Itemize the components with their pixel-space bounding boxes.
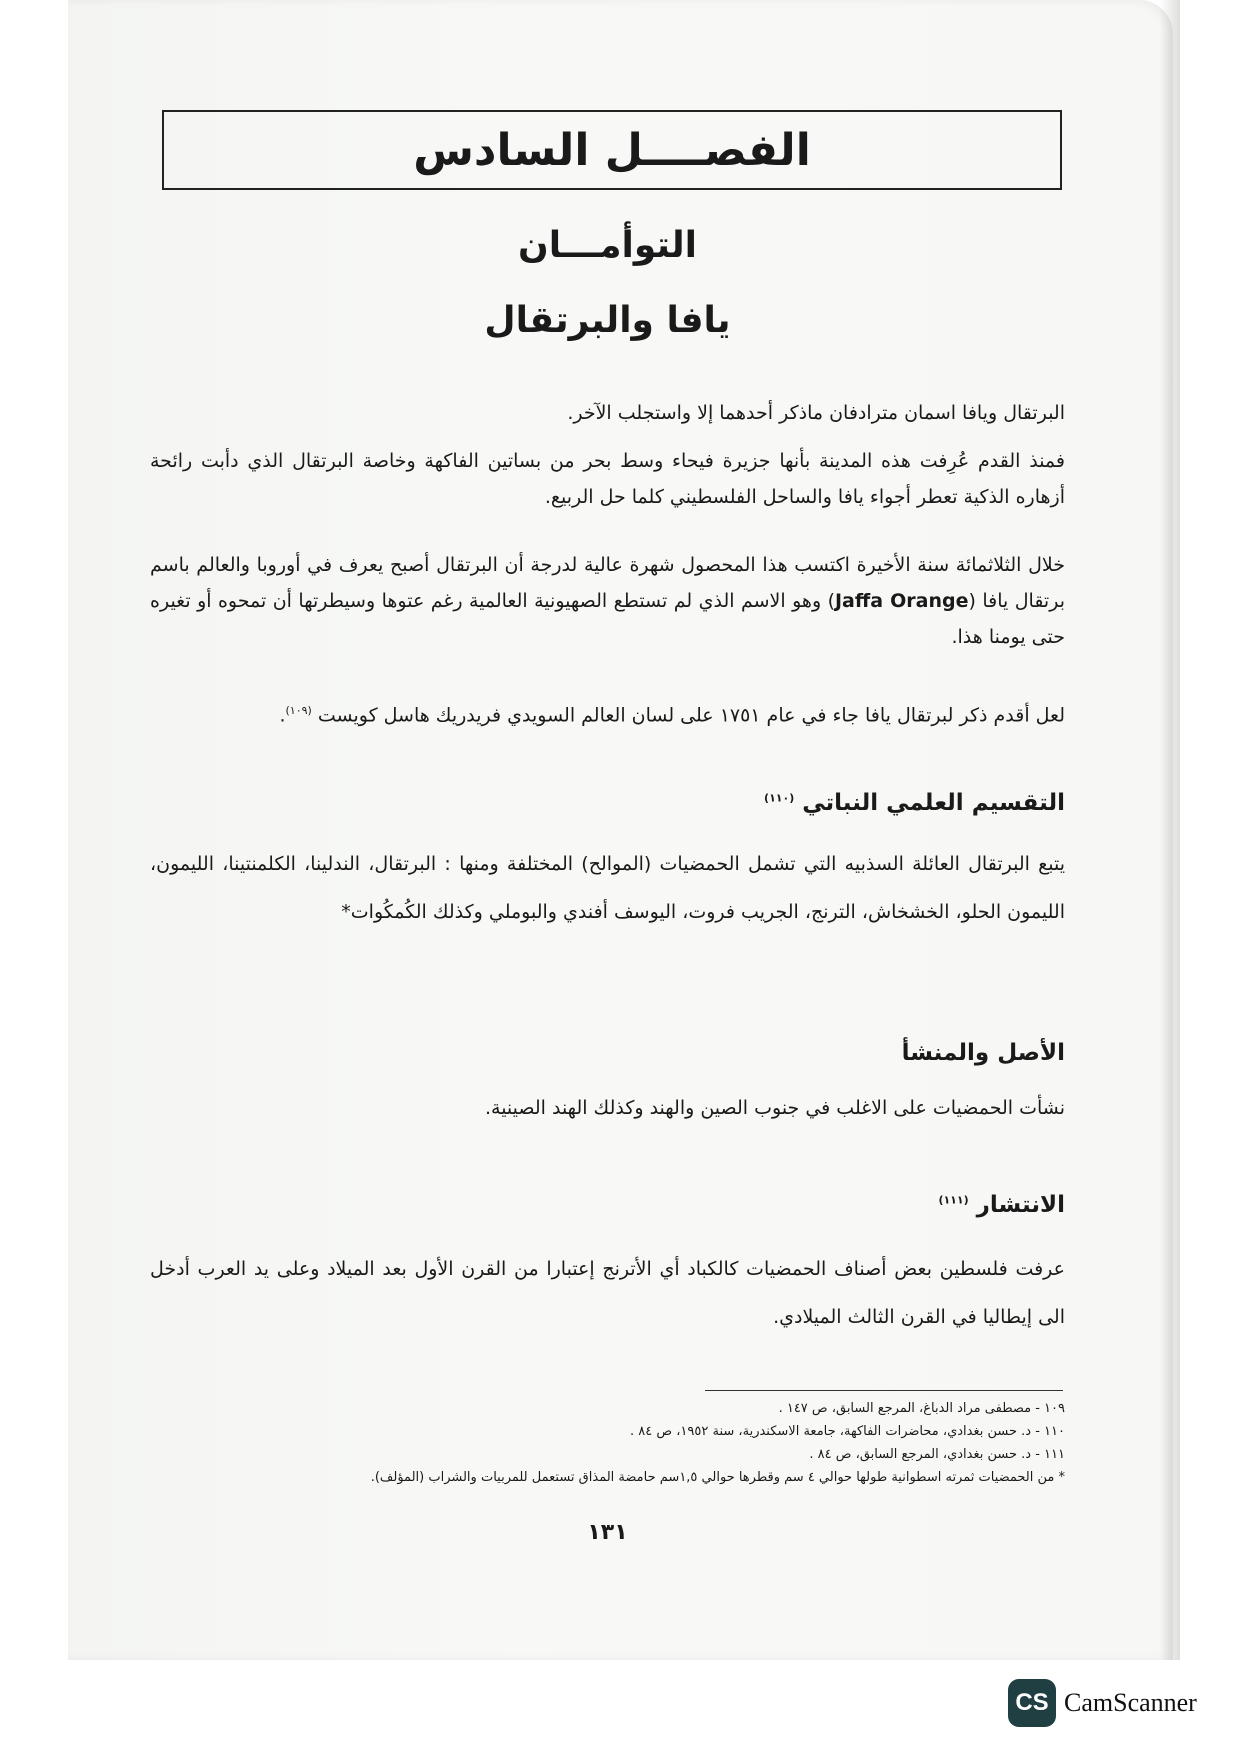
footnote-divider — [705, 1390, 1063, 1391]
heading-spread — [938, 1192, 1065, 1218]
intro-p4-text: لعل أقدم ذكر لبرتقال يافا جاء في عام ١٧٥١ على لسان العالم السويدي فريدريك هاسل كويست — [317, 704, 1065, 727]
intro-paragraph-3 — [150, 547, 1065, 655]
intro-paragraph-4: لعل أقدم ذكر لبرتقال يافا جاء في عام ١٧٥١ على لسان العالم السويدي فريدريك هاسل كويست $^{(١٠٩)}$. — [279, 704, 1065, 727]
spread-paragraph: عرفت فلسطين بعض أصناف الحمضيات كالكباد أي الأترنج إعتبارا من القرن الأول بعد الميلاد وعلى يد العرب أدخل الى إيطاليا في القرن الثالث الميلادي. — [150, 1258, 1065, 1328]
footnote-ref-110: (١١٠) — [764, 791, 795, 805]
footnote-star: * من الحمضيات ثمرته اسطوانية طولها حوالي ٤ سم وقطرها حوالي ١,٥سم حامضة المذاق تستعمل للمربيات والشراب (المؤلف). — [370, 1470, 1065, 1485]
camscanner-logo-icon: CS — [1008, 1679, 1056, 1727]
camscanner-label: CamScanner — [1064, 1688, 1197, 1717]
jaffa-orange-term: Jaffa Orange — [834, 590, 969, 612]
camscanner-watermark — [1008, 1678, 1197, 1728]
intro-p3-part-b: ) وهو الاسم الذي لم تستطع الصهيونية العالمية رغم عتوها وسيطرتها أن تمحوه أو تغيره حتى يومنا هذا. — [150, 590, 1065, 648]
footnote-111: ١١١ - د. حسن بغدادي، المرجع السابق، ص ٨٤ . — [809, 1447, 1065, 1462]
heading-origin: الأصل والمنشأ — [901, 1040, 1065, 1066]
intro-paragraph-1: البرتقال ويافا اسمان مترادفان ماذكر أحدهما إلا واستجلب الآخر. — [567, 402, 1065, 424]
footnote-ref-109: (١٠٩) — [285, 704, 312, 717]
title-line-1: التوأمـــان — [518, 225, 697, 266]
footnote-110: ١١٠ - د. حسن بغدادي، محاضرات الفاكهة، جامعة الاسكندرية، سنة ١٩٥٢، ص ٨٤ . — [630, 1424, 1065, 1439]
chapter-box — [162, 110, 1062, 190]
heading-spread-text: الانتشار — [976, 1192, 1065, 1218]
origin-paragraph: نشأت الحمضيات على الاغلب في جنوب الصين والهند وكذلك الهند الصينية. — [484, 1097, 1065, 1119]
page-edge-shadow — [1160, 0, 1180, 1660]
page-number: ١٣١ — [587, 1520, 628, 1545]
footnote-ref-111: (١١١) — [938, 1193, 969, 1207]
title-line-2: يافا والبرتقال — [484, 300, 731, 341]
heading-classification-text: التقسيم العلمي النباتي — [802, 790, 1065, 816]
chapter-title: الفصــــل السادس — [413, 124, 811, 176]
intro-p3-part-a: خلال الثلاثمائة سنة الأخيرة اكتسب هذا المحصول شهرة عالية لدرجة أن البرتقال أصبح يعرف في أوروبا والعالم باسم برتقال يافا ( — [150, 554, 1065, 612]
intro-paragraph-2: فمنذ القدم عُرِفت هذه المدينة بأنها جزيرة فيحاء وسط بحر من بساتين الفاكهة وخاصة البرتقال الذي دأبت رائحة أزهاره الذكية تعطر أجواء يافا والساحل الفلسطيني كلما حل الربيع. — [150, 450, 1065, 508]
footnote-109: ١٠٩ - مصطفى مراد الدباغ، المرجع السابق، ص ١٤٧ . — [778, 1401, 1065, 1416]
classification-paragraph: يتبع البرتقال العائلة السذبيه التي تشمل الحمضيات (الموالح) المختلفة ومنها : البرتقال، الندلينا، الكلمنتينا، الليمون، الليمون الحلو، الخشخاش، الترنج، الجريب فروت، اليوسف أفندي والبوملي وكذلك الكُمكُوات* — [150, 853, 1065, 923]
heading-classification — [764, 790, 1065, 816]
